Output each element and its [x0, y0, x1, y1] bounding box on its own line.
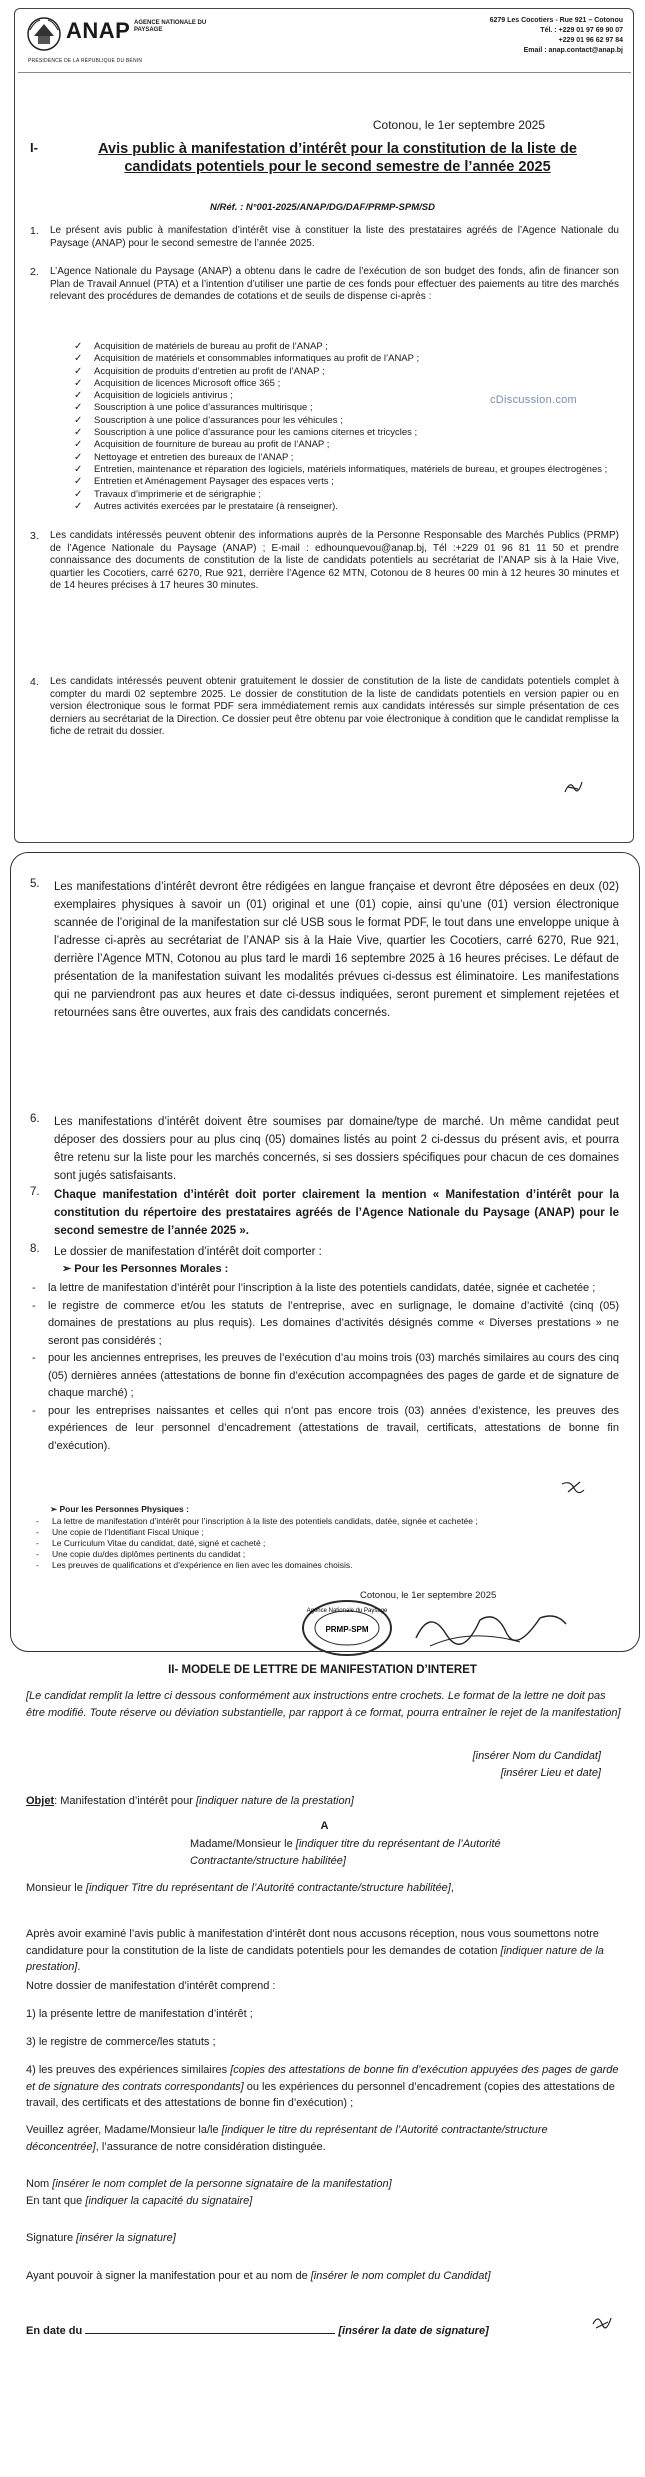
notice-date: Cotonou, le 1er septembre 2025	[372, 118, 545, 132]
svg-text:Agence Nationale du Paysage: Agence Nationale du Paysage	[306, 1608, 388, 1614]
paragraph-3: Les candidats intéressés peuvent obtenir des informations auprès de la Personne Responsable des Marchés Publics (PRMP) de l’Agence Nationale du Paysage (ANAP) ; E-mail : edhounquevou@anap.bj, Tél :+229 01 96 81 11 50 et prendre connaissance des documents de constitution de la liste de candidats potentiels au secrétariat de l’ANAP sis à la Haie Vive, quartier les Cocotiers, carré 6270, Rue 921, derrière l’Agence 62 MTN, Cotonou de 8 heures 00 min à 12 heures 30 minutes et de 14 heures précises à 17 heures 30 minutes.	[50, 530, 619, 591]
check-icon: ✓	[74, 365, 83, 377]
list-item: - Le Curriculum Vitae du candidat, daté, signé et cacheté ;	[34, 1538, 619, 1549]
list-item: ✓ Entretien, maintenance et réparation des logiciels, matériels informatiques, matériels de bureau, et groupes électrogènes ;	[74, 463, 608, 475]
insert-place-date: [insérer Lieu et date]	[500, 1767, 601, 1779]
signer-capacity-line: En tant que [indiquer la capacité du signataire]	[26, 2195, 253, 2207]
brand-subtitle: AGENCE NATIONALE DU PAYSAGE	[134, 20, 207, 33]
list-item: ✓ Travaux d’imprimerie et de sérigraphie ;	[74, 488, 262, 500]
paragraph-number: 2.	[30, 266, 39, 278]
subject-label: Objet	[26, 1795, 55, 1807]
check-icon: ✓	[74, 353, 83, 365]
section-number: I-	[30, 140, 38, 155]
notice-page-2	[0, 848, 645, 1658]
addressee-prefix: A	[320, 1820, 329, 1832]
contents-intro: Notre dossier de manifestation d’intérêt comprend :	[26, 1980, 276, 1992]
addressee: Madame/Monsieur le [indiquer titre du représentant de l’Autorité Contractante/structure habilitée]	[190, 1838, 501, 1867]
blank-underline	[85, 2322, 335, 2334]
date-line: En date du [insérer la date de signature]	[26, 2322, 623, 2340]
closing-paragraph: Veuillez agréer, Madame/Monsieur la/le [indiquer le titre du représentant de l’Autorité contractante/structure déconcentrée], l’assurance de notre considération distinguée.	[26, 2124, 548, 2153]
brand-name: ANAP	[66, 18, 131, 43]
header-divider	[18, 72, 631, 73]
watermark: cDiscussion.com	[490, 394, 578, 406]
list-item: ✓ Acquisition de logiciels antivirus ;	[74, 390, 233, 402]
contact-block	[490, 16, 623, 56]
check-icon: ✓	[74, 439, 83, 451]
list-item: - la lettre de manifestation d’intérêt pour l’inscription à la liste des potentiels candidats, datée, signée et cachetée ;	[30, 1280, 619, 1298]
phone-2: +229 01 96 62 97 84	[558, 37, 623, 44]
signer-name-line: Nom [insérer le nom complet de la personne signataire de la manifestation]	[26, 2178, 392, 2190]
list-item: ✓ Souscription à une police d’assurances pour les véhicules ;	[74, 414, 343, 426]
list-item: ✓ Acquisition de fourniture de bureau au profit de l’ANAP ;	[74, 439, 330, 451]
reference-number: N/Réf. : N°001-2025/ANAP/DG/DAF/PRMP-SPM/SD	[210, 202, 435, 213]
paragraph-number: 4.	[30, 676, 39, 688]
list-item: ✓ Autres activités exercées par le prestataire (à renseigner).	[74, 500, 338, 512]
paragraph-number: 1.	[30, 225, 39, 237]
paragraph-5: Les manifestations d’intérêt devront être rédigées en langue française et devront être déposées en deux (02) exemplaires physiques à savoir un (01) original et une (01) copie, ainsi qu’une (01) version électronique scannée de l’original de la manifestation sur clé USB sous le format PDF, le tout dans une enveloppe unique à l’adresse ci-après au secrétariat de l’ANAP sis à la Haie Vive, quartier les Cocotiers, carré 6270, Rue 921, derrière l’Agence MTN, Cotonou au plus tard le mardi 16 septembre 2025 à 16 heures précises. Le défaut de présentation de la manifestation suivant les modalités prévues ci-dessus est éliminatoire. Les manifestations qui ne parviendront pas aux heures et date ci-dessus indiquées, seront purement et simplement rejetées et retournées sans être ouvertes, aux frais des candidats concernés.	[54, 881, 619, 1019]
check-icon: ✓	[74, 414, 83, 426]
check-icon: ✓	[74, 402, 83, 414]
paragraph-2: L’Agence Nationale du Paysage (ANAP) a obtenu dans le cadre de l’exécution de son budget des fonds, afin de financer son Plan de Travail Annuel (PTA) et a l’intention d’utiliser une partie de ces fonds pour effectuer des paiements au titre des marchés relevant des procédures de demandes de cotations et de seuils de dispense ci-après :	[50, 266, 619, 302]
signature-date: Cotonou, le 1er septembre 2025	[360, 1590, 497, 1601]
paragraph-number: 3.	[30, 530, 39, 542]
authority-line: Ayant pouvoir à signer la manifestation pour et au nom de [insérer le nom complet du Candidat]	[26, 2270, 491, 2282]
republic-label: PRÉSIDENCE DE LA RÉPUBLIQUE DU BÉNIN	[28, 58, 143, 64]
list-item: - Une copie de l’Identifiant Fiscal Unique ;	[34, 1527, 619, 1538]
phone-1: Tél. : +229 01 97 69 90 07	[540, 27, 623, 34]
body-paragraph: Après avoir examiné l’avis public à manifestation d’intérêt dont nous accusons réception, nous vous soumettons notre candidature pour la constitution de la liste de candidats potentiels pour les demandes de cotation [indiquer nature de la prestation].	[26, 1928, 604, 1973]
coat-of-arms-icon	[26, 16, 62, 52]
physiques-heading: ➢ Pour les Personnes Physiques :	[50, 1504, 189, 1514]
check-icon: ✓	[74, 390, 83, 402]
list-item: ✓ Acquisition de matériels et consommables informatiques au profit de l’ANAP ;	[74, 353, 420, 365]
letterhead	[22, 14, 627, 74]
check-icon: ✓	[74, 451, 83, 463]
morales-heading: ➢ Pour les Personnes Morales :	[62, 1263, 229, 1275]
initials-signature-icon	[560, 1478, 586, 1496]
arrow-icon: ➢	[62, 1263, 75, 1275]
list-item: ✓ Souscription à une police d’assurances multirisque ;	[74, 402, 313, 414]
letter-template-page	[0, 1658, 645, 2477]
list-item: - pour les entreprises naissantes et celles qui n’ont pas encore trois (03) années d’existence, les preuves des expériences de leur personnel d’encadrement (attestations de travail, certificats, attestations de bonne fin d’exécution).	[30, 1403, 619, 1456]
template-instructions: [Le candidat remplit la lettre ci dessous conformément aux instructions entre crochets. Le format de la lettre ne doit pas être modifié. Toute réserve ou déviation substantielle, par rapport à ce format, pourra entraîner le rejet de la manifestation]	[26, 1690, 621, 1719]
list-item: - La lettre de manifestation d’intérêt pour l’inscription à la liste des potentiels candidats, datée, signée et cachetée ;	[34, 1516, 619, 1527]
contents-item: 4) les preuves des expériences similaires [copies des attestations de bonne fin d’exécution appuyées des pages de garde et de signature des contrats correspondants] ou les expériences du personnel d’encadrement (copies des attestations de travail, des certificats et des attestations de bonne fin d’exécution) ;	[26, 2064, 619, 2109]
list-item: ✓ Acquisition de produits d’entretien au profit de l’ANAP ;	[74, 365, 325, 377]
check-icon: ✓	[74, 500, 83, 512]
notice-title: Avis public à manifestation d’intérêt pour la constitution de la liste de candidats potentiels pour le second semestre de l’année 2025	[98, 141, 577, 175]
paragraph-number: 5.	[30, 878, 40, 890]
paragraph-4: Les candidats intéressés peuvent obtenir gratuitement le dossier de constitution de la liste de candidats potentiels complet à compter du mardi 02 septembre 2025. Le dossier de constitution de la liste de candidats potentiels en version papier ou en version électronique sous le format PDF sera immédiatement remis aux candidats intéressés sur simple présentation de ces derniers au secrétariat de la Direction. Ce dossier peut être obtenu par voie électronique à condition que le candidat remplisse la fiche de retrait du dossier.	[50, 676, 619, 737]
paragraph-6: Les manifestations d’intérêt doivent être soumises par domaine/type de marché. Un même candidat peut déposer des dossiers pour au plus cinq (05) domaines listés au point 2 ci-dessus du présent avis, et pourra être retenu sur la liste pour les marchés concernés, si ses dossiers spécifiques pour chacun de ces domaines sont jugés satisfaisants.	[54, 1116, 619, 1182]
check-icon: ✓	[74, 488, 83, 500]
list-item: ✓ Souscription à une police d’assurance pour les camions citernes et tricycles ;	[74, 427, 418, 439]
paragraph-number: 6.	[30, 1113, 40, 1125]
check-icon: ✓	[74, 341, 83, 352]
paragraph-number: 8.	[30, 1243, 40, 1255]
arrow-icon: ➢	[50, 1504, 60, 1514]
check-icon: ✓	[74, 476, 83, 488]
insert-candidate-name: [insérer Nom du Candidat]	[472, 1750, 601, 1762]
email: Email : anap.contact@anap.bj	[523, 47, 623, 54]
list-item: - le registre de commerce et/ou les statuts de l’entreprise, avec en surlignage, le domaine d’activité (cinq (05) domaines de prestations au plus requis). Les domaines d’activités désignés comme « Diverses prestations » ne seront pas considérés ;	[30, 1298, 619, 1351]
list-item: - Les preuves de qualifications et d’expérience en lien avec les domaines choisis.	[34, 1560, 619, 1571]
paragraph-number: 7.	[30, 1186, 40, 1198]
address: 6279 Les Cocotiers - Rue 921 – Cotonou	[489, 17, 623, 24]
list-item: ✓ Nettoyage et entretien des bureaux de l’ANAP ;	[74, 451, 294, 463]
list-item: - pour les anciennes entreprises, les preuves de l’exécution d’au moins trois (03) marchés similaires au cours des cinq (05) dernières années (attestations de bonne fin d’exécution accompagnées des pages de garde et de signature de chaque marché) ;	[30, 1350, 619, 1403]
paragraph-1: Le présent avis public à manifestation d’intérêt vise à constituer la liste des prestataires agréés de l’Agence Nationale du Paysage (ANAP) pour le second semestre de l’année 2025.	[50, 225, 619, 249]
check-icon: ✓	[74, 463, 83, 475]
signature-line: Signature [insérer la signature]	[26, 2232, 176, 2244]
initials-signature-icon	[590, 2312, 614, 2332]
list-item: ✓ Acquisition de licences Microsoft office 365 ;	[74, 377, 281, 389]
morales-list	[30, 1280, 619, 1455]
check-icon: ✓	[74, 377, 83, 389]
notice-page-1	[0, 0, 645, 848]
service-list	[74, 341, 619, 513]
subject-line: Objet: Manifestation d’intérêt pour [indiquer nature de la prestation]	[26, 1795, 354, 1807]
paragraph-8: Le dossier de manifestation d’intérêt doit comporter :	[54, 1246, 322, 1258]
salutation: Monsieur le [indiquer Titre du représentant de l’Autorité contractante/structure habilitée],	[26, 1882, 454, 1894]
handwritten-signature-icon	[410, 1598, 570, 1658]
svg-text:PRMP-SPM: PRMP-SPM	[325, 1625, 369, 1634]
list-item: - Une copie du/des diplômes pertinents du candidat ;	[34, 1549, 619, 1560]
list-item: ✓ Acquisition de matériels de bureau au profit de l’ANAP ;	[74, 341, 328, 352]
physiques-list	[34, 1516, 619, 1571]
paragraph-7: Chaque manifestation d’intérêt doit porter clairement la mention « Manifestation d’intérêt pour la constitution du répertoire des prestataires agréés de l’Agence Nationale du Paysage (ANAP) pour le second semestre de l’année 2025 ».	[54, 1189, 619, 1237]
list-item: ✓ Entretien et Aménagement Paysager des espaces verts ;	[74, 476, 334, 488]
check-icon: ✓	[74, 427, 83, 439]
contents-item: 3) le registre de commerce/les statuts ;	[26, 2036, 216, 2048]
contents-item: 1) la présente lettre de manifestation d’intérêt ;	[26, 2008, 253, 2020]
official-stamp-icon	[300, 1598, 395, 1658]
section-title: II- MODELE DE LETTRE DE MANIFESTATION D’INTERET	[168, 1664, 477, 1676]
initials-signature-icon	[562, 778, 584, 796]
